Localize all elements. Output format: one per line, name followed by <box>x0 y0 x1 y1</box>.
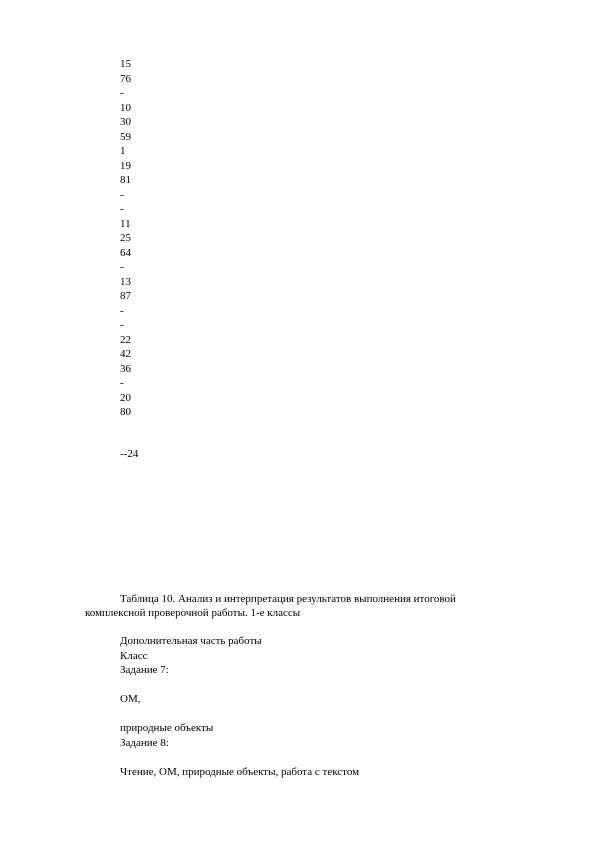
text-line: Чтение, ОМ, природные объекты, работа с текстом <box>120 766 360 778</box>
text-block-3 <box>120 721 213 750</box>
column-value: 15 <box>120 58 131 70</box>
text-line: природные объекты <box>120 722 214 734</box>
column-value: - <box>120 319 124 331</box>
column-value: - <box>120 188 124 201</box>
text-line: Класс <box>120 649 148 662</box>
text-line: Задание 7: <box>120 664 169 676</box>
column-value: 10 <box>120 101 131 114</box>
column-value: 80 <box>120 406 131 418</box>
column-value: 13 <box>120 275 131 288</box>
column-value: - <box>120 304 124 317</box>
column-value: 22 <box>120 333 131 346</box>
text-block-2 <box>120 692 140 707</box>
column-value: - <box>120 203 124 215</box>
column-value: 25 <box>120 232 131 244</box>
table-caption: Таблица 10. Анализ и интерпретация результатов выполнения итоговой комплексной проверочной работы. 1-е классы <box>85 593 456 619</box>
column-value: 76 <box>120 72 131 85</box>
text-block-4 <box>120 765 359 780</box>
column-value: 19 <box>120 159 131 172</box>
text-line: Дополнительная часть работы <box>120 635 262 647</box>
text-block-1 <box>120 634 262 678</box>
column-value: 30 <box>120 116 131 128</box>
column-value: - <box>120 87 124 99</box>
column-value: 64 <box>120 246 131 259</box>
column-value: 1 <box>120 145 126 157</box>
column-value: - <box>120 377 124 389</box>
column-value: - <box>120 261 124 273</box>
text-line: Задание 8: <box>120 736 169 749</box>
text-line: ОМ, <box>120 693 141 705</box>
number-column <box>120 57 131 420</box>
column-value: 20 <box>120 391 131 404</box>
column-value: 59 <box>120 130 131 143</box>
column-value: 42 <box>120 348 131 360</box>
column-value: 81 <box>120 174 131 186</box>
column-value: 87 <box>120 290 131 302</box>
column-value: 36 <box>120 362 131 375</box>
column-value: 11 <box>120 217 131 230</box>
footnote: --24 <box>120 448 139 460</box>
